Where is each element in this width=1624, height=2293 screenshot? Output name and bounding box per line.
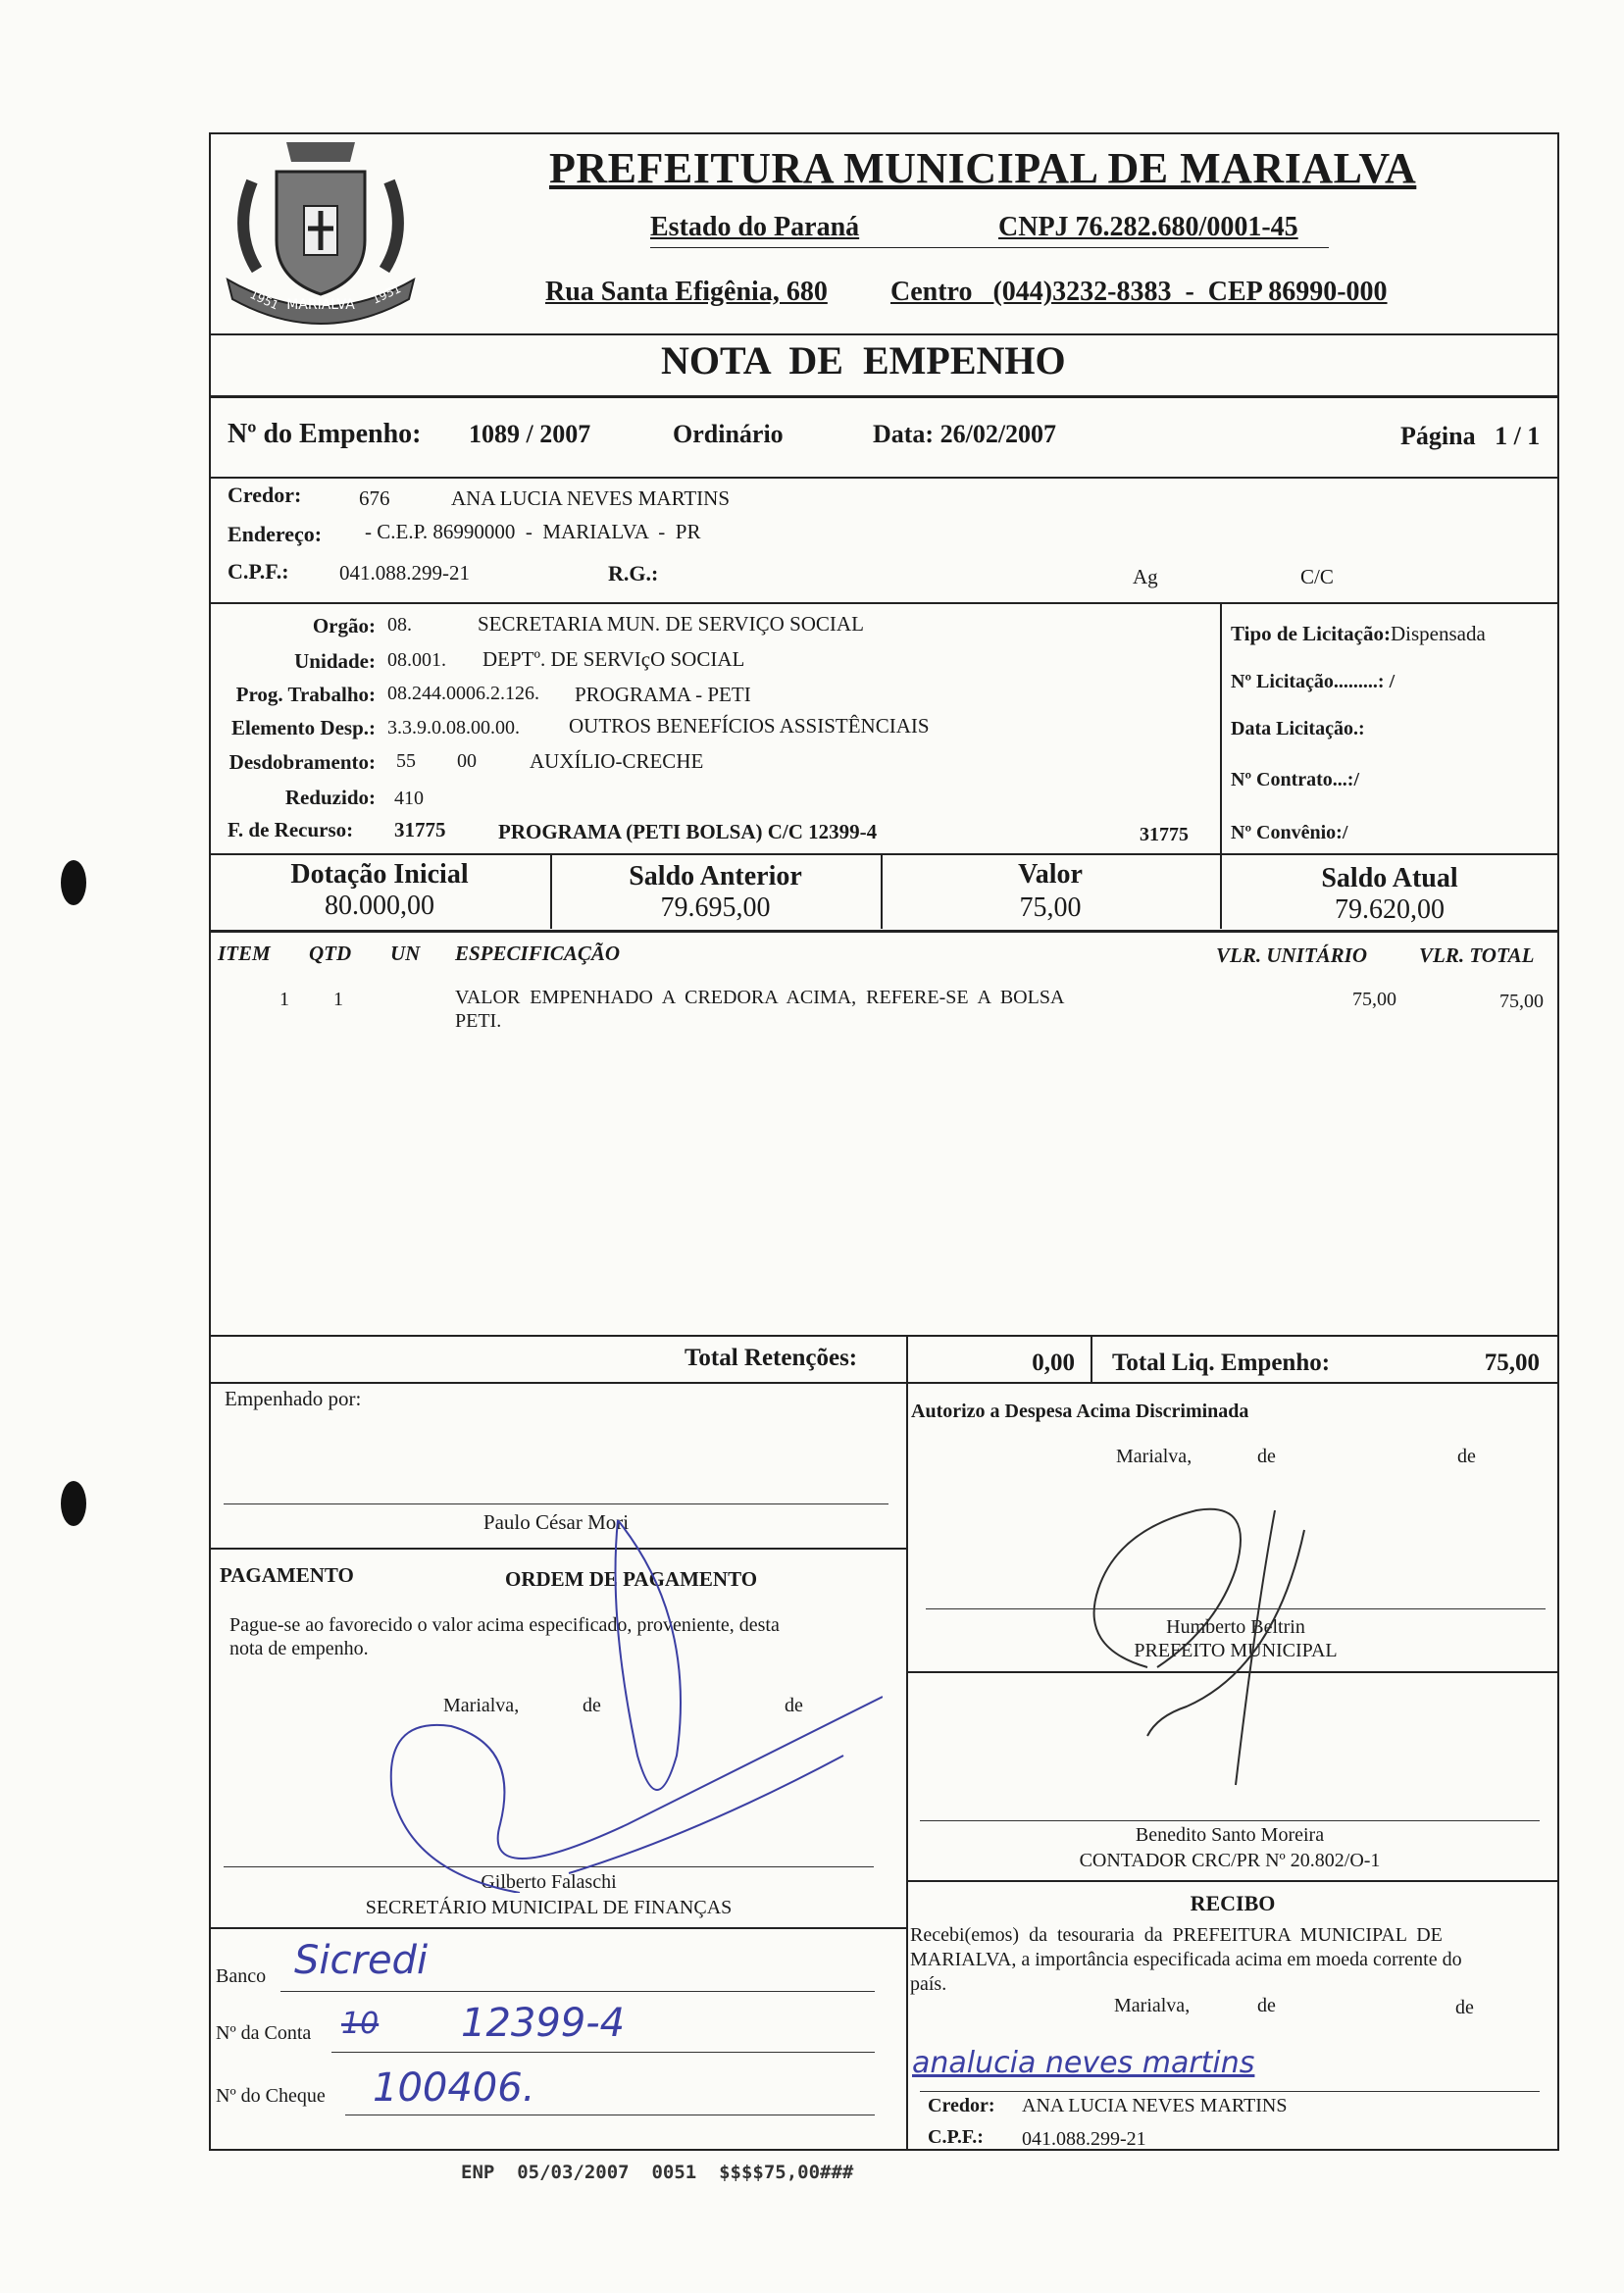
rg-label: R.G.:	[608, 561, 659, 586]
conta-label: Nº da Conta	[216, 2022, 312, 2044]
signature-line	[920, 2091, 1540, 2092]
page-number: Página 1 / 1	[1400, 422, 1541, 450]
divider	[209, 930, 1559, 933]
coat-of-arms-seal	[218, 123, 424, 329]
total-liq-value: 75,00	[1484, 1350, 1540, 1376]
seal-text: MARIALVA	[286, 297, 355, 313]
empenho-type: Ordinário	[673, 420, 784, 448]
punch-hole	[61, 1481, 86, 1526]
seal-year-right: 1951	[370, 281, 403, 307]
recibo-city: Marialva,	[1114, 1995, 1191, 2016]
empenho-date: Data: 26/02/2007	[873, 420, 1057, 448]
desdobramento-code: 55	[396, 750, 416, 772]
item-number: 1	[279, 989, 289, 1010]
retencoes-label: Total Retenções:	[685, 1345, 858, 1371]
cc-label: C/C	[1300, 565, 1334, 588]
divider	[209, 1927, 906, 1929]
item-total-value: 75,00	[1499, 991, 1544, 1012]
recurso-label: F. de Recurso:	[228, 818, 354, 841]
prefeito-role: PREFEITO MUNICIPAL	[1134, 1640, 1338, 1661]
elemento-name: OUTROS BENEFÍCIOS ASSISTÊNCIAIS	[569, 714, 930, 738]
autorizo-label: Autorizo a Despesa Acima Discriminada	[911, 1401, 1249, 1422]
col-vlr-unitario: VLR. UNITÁRIO	[1216, 943, 1368, 967]
prefeito-signature	[1040, 1471, 1334, 1795]
endereco-label: Endereço:	[228, 522, 323, 546]
pagamento-city: Marialva,	[443, 1695, 520, 1716]
recurso-name: PROGRAMA (PETI BOLSA) C/C 12399-4	[498, 820, 878, 843]
orgao-name: SECRETARIA MUN. DE SERVIÇO SOCIAL	[478, 612, 864, 636]
reduzido-label: Reduzido:	[284, 786, 376, 809]
street-address: Rua Santa Efigênia, 680	[545, 277, 828, 307]
secretario-name: Gilberto Falaschi	[481, 1871, 617, 1893]
cnpj: CNPJ 76.282.680/0001-45	[998, 212, 1298, 242]
desdobramento-label: Desdobramento:	[228, 750, 376, 774]
credor-label: Credor:	[228, 483, 302, 507]
saldo-atual-value: 79.620,00	[1335, 894, 1445, 925]
cheque-value: 100406.	[373, 2065, 535, 2111]
ordem-pagamento-label: ORDEM DE PAGAMENTO	[505, 1567, 758, 1591]
cpf-label: C.P.F.:	[228, 559, 289, 584]
recurso-code: 31775	[394, 818, 446, 841]
orgao-label: Orgão:	[312, 614, 376, 637]
recibo-credor-name: ANA LUCIA NEVES MARTINS	[1022, 2095, 1288, 2116]
divider	[209, 602, 1559, 604]
pagamento-de-1: de	[583, 1695, 601, 1716]
divider	[906, 1880, 1559, 1882]
desdobramento-name: AUXÍLIO-CRECHE	[530, 749, 704, 773]
punch-hole	[61, 860, 86, 905]
col-qtd: QTD	[309, 942, 352, 965]
prog-name: PROGRAMA - PETI	[575, 683, 751, 706]
recurso-code-2: 31775	[1140, 824, 1189, 845]
total-liq-label: Total Liq. Empenho:	[1112, 1350, 1331, 1376]
secretario-role: SECRETÁRIO MUNICIPAL DE FINANÇAS	[365, 1897, 733, 1918]
saldo-atual-label: Saldo Atual	[1321, 863, 1458, 893]
recibo-cpf: 041.088.299-21	[1022, 2128, 1146, 2150]
recibo-cpf-label: C.P.F.:	[928, 2126, 984, 2148]
item-spec-line1: VALOR EMPENHADO A CREDORA ACIMA, REFERE-SE A BOLSA	[455, 987, 1065, 1008]
banco-label: Banco	[216, 1965, 267, 1987]
contador-role: CONTADOR CRC/PR Nº 20.802/O-1	[1079, 1850, 1381, 1871]
unidade-label: Unidade:	[294, 649, 376, 673]
licitacao-number: Nº Licitação.........: /	[1231, 671, 1396, 692]
signature-line	[920, 1820, 1540, 1821]
col-vlr-total: VLR. TOTAL	[1419, 943, 1535, 967]
dotacao-value: 80.000,00	[325, 891, 434, 921]
elemento-label: Elemento Desp.:	[231, 716, 376, 739]
address-rest: Centro (044)3232-8383 - CEP 86990-000	[890, 277, 1388, 307]
underline-state	[650, 247, 1329, 248]
field-line	[280, 1991, 875, 1992]
divider-vertical	[906, 1335, 908, 1382]
reduzido-value: 410	[394, 788, 424, 809]
credor-code: 676	[359, 486, 390, 510]
licitacao-date: Data Licitação.:	[1231, 718, 1365, 739]
desdobramento-sub: 00	[457, 750, 477, 772]
saldo-anterior-value: 79.695,00	[660, 892, 771, 923]
empenho-number-label: Nº do Empenho:	[228, 419, 422, 449]
orgao-code: 08.	[387, 614, 412, 636]
divider	[209, 1382, 1559, 1384]
convenio-number: Nº Convênio:/	[1231, 822, 1348, 843]
recibo-title: RECIBO	[1190, 1891, 1276, 1915]
valor-label: Valor	[1018, 859, 1083, 890]
retencoes-value: 0,00	[1032, 1350, 1075, 1376]
document-title: NOTA DE EMPENHO	[661, 338, 1066, 382]
seal-year-left: 1951	[247, 287, 281, 313]
pagamento-de-2: de	[785, 1695, 803, 1716]
item-unit-value: 75,00	[1352, 989, 1396, 1010]
divider	[209, 1335, 1559, 1337]
saldo-anterior-label: Saldo Anterior	[629, 861, 802, 892]
divider	[209, 477, 1559, 479]
recibo-de-1: de	[1257, 1995, 1276, 2016]
ag-label: Ag	[1133, 565, 1158, 588]
contrato-number: Nº Contrato...:/	[1231, 769, 1360, 790]
field-line	[331, 2052, 875, 2053]
col-un: UN	[390, 942, 421, 965]
credor-name: ANA LUCIA NEVES MARTINS	[451, 486, 731, 510]
recibo-text-line1: Recebi(emos) da tesouraria da PREFEITURA MUNICIPAL DE	[910, 1924, 1443, 1946]
recibo-credor-label: Credor:	[928, 2095, 995, 2116]
divider	[209, 333, 1559, 335]
empenhado-label: Empenhado por:	[225, 1387, 362, 1410]
col-item: ITEM	[218, 942, 271, 965]
cpf-value: 041.088.299-21	[339, 561, 470, 585]
pagamento-text-line2: nota de empenho.	[229, 1638, 369, 1659]
prog-code: 08.244.0006.2.126.	[387, 683, 539, 704]
divider-vertical	[1220, 602, 1222, 853]
dotacao-label: Dotação Inicial	[290, 859, 469, 890]
divider	[209, 853, 1559, 855]
divider-vertical	[1091, 1335, 1092, 1382]
endereco-value: - C.E.P. 86990000 - MARIALVA - PR	[365, 520, 701, 543]
cheque-label: Nº do Cheque	[216, 2085, 326, 2107]
municipality-title: PREFEITURA MUNICIPAL DE MARIALVA	[549, 144, 1417, 192]
valor-value: 75,00	[1019, 892, 1082, 923]
unidade-code: 08.001.	[387, 649, 446, 671]
credor-signature: analucia neves martins	[912, 2046, 1255, 2080]
pagamento-label: PAGAMENTO	[220, 1563, 354, 1587]
empenhado-name: Paulo César Mori	[482, 1510, 630, 1534]
unidade-name: DEPTº. DE SERVIçO SOCIAL	[482, 647, 745, 671]
prog-label: Prog. Trabalho:	[235, 683, 376, 706]
recibo-text-line3: país.	[910, 1973, 947, 1995]
banco-value: Sicredi	[294, 1938, 429, 1983]
divider	[209, 395, 1559, 398]
autorizo-de-1: de	[1257, 1446, 1276, 1467]
item-qty: 1	[333, 989, 343, 1010]
item-spec-line2: PETI.	[455, 1010, 502, 1032]
licitacao-type-value: Dispensada	[1390, 622, 1486, 645]
recibo-text-line2: MARIALVA, a importância especificada acima em moeda corrente do	[910, 1949, 1462, 1970]
empenho-number: 1089 / 2007	[469, 420, 591, 448]
secretario-signature	[373, 1501, 883, 1893]
contador-name: Benedito Santo Moreira	[1135, 1824, 1325, 1846]
conta-strike: 10	[341, 2007, 380, 2041]
licitacao-type-label: Tipo de Licitação:Dispensada	[1231, 622, 1486, 645]
divider-vertical	[906, 1382, 908, 2151]
autorizo-de-2: de	[1457, 1446, 1476, 1467]
state-name: Estado do Paraná	[650, 212, 860, 242]
elemento-code: 3.3.9.0.08.00.00.	[387, 717, 520, 739]
conta-value: 12399-4	[461, 2001, 626, 2046]
pagamento-text-line1: Pague-se ao favorecido o valor acima especificado, proveniente, desta	[229, 1614, 780, 1636]
col-especificacao: ESPECIFICAÇÃO	[455, 942, 621, 965]
prefeito-name: Humberto Beltrin	[1166, 1616, 1305, 1638]
autorizo-city: Marialva,	[1116, 1446, 1193, 1467]
recibo-de-2: de	[1455, 1997, 1474, 2018]
bank-stamp: ENP 05/03/2007 0051 $$$$75,00###	[461, 2162, 854, 2183]
